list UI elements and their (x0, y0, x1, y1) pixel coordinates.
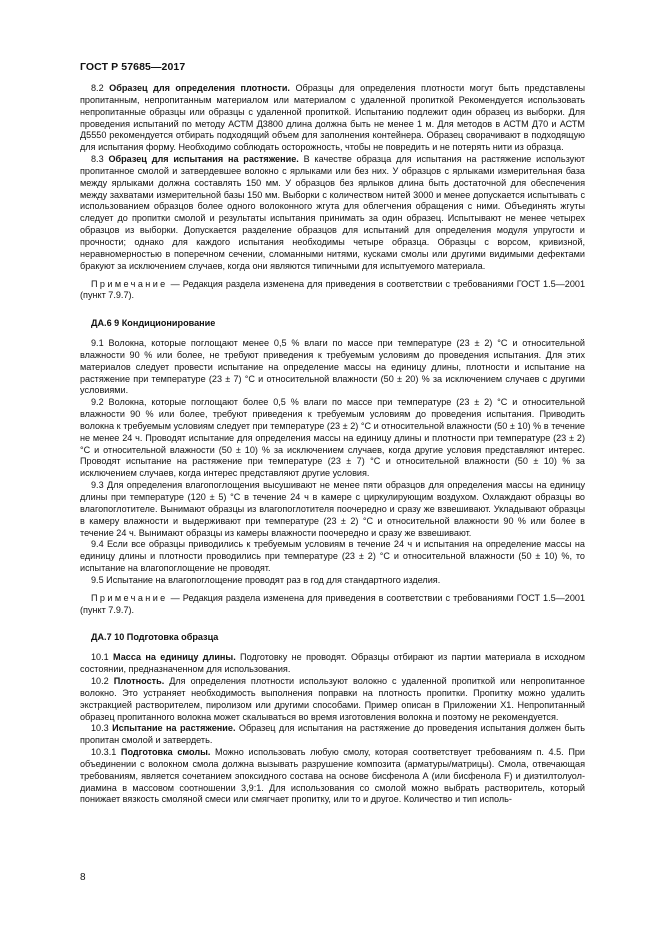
paragraph-8-2 (80, 83, 585, 154)
clause-number: 10.2 (91, 675, 114, 686)
note-1 (80, 279, 585, 303)
paragraph-10-2 (80, 676, 585, 723)
clause-title: Образец для испытания на растяжение. (108, 154, 299, 165)
clause-title: Масса на единицу длины. (113, 652, 236, 663)
clause-text: В качестве образца для испытания на растяжение используют пропитанное смолой и затвердевшее волокно с ярлыками или без них. У образцов с ярлыками измерительная база между ярлыками должна составлять 150 мм. У образцов без ярлыков длина быть достаточной для обеспечения между захватами измерительной базы 150 мм. Выборки с количеством нитей 3000 и менее допускается испытывать с использованием образцов более одного волоконного жгута для облегчения обращения с ними. Объединять жгуты следует до пропитки смолой и результаты испытания принимать за один образец. Испытывают не менее четырех образцов из выборки. Допускается разделение образцов для испытаний для определения модуля упругости и прочности; однако для каждого испытания необходимы четыре образца. Образцы с ворсом, кривизной, неравномерностью в поперечном сечении, сломанными нитями, кусками смолы или другими видимыми дефектами бракуют за исключением случаев, когда они являются типичными для испытуемого материала. (80, 154, 585, 271)
section-da6-title: ДА.6 9 Кондиционирование (91, 318, 216, 329)
paragraph-10-1 (80, 652, 585, 676)
clause-text: Образец для испытания на растяжение до проведения испытания должен быть пропитан смолой и затвердеть. (80, 723, 585, 746)
note-label: Примечание (91, 592, 168, 603)
page-number: 8 (80, 872, 86, 883)
note-2 (80, 593, 585, 617)
paragraph-10-3-1 (80, 747, 585, 806)
section-da7-title: ДА.7 10 Подготовка образца (91, 632, 219, 643)
clause-text: Для определения плотности используют волокно с удаленной пропиткой или непропитанное волокно. Это устраняет необходимость выполнения поправки на плотность пропитки. Пропитку можно удалить экстракцией растворителем, пиролизом или другими способами. Пример описан в Приложении Х1. Непропитанный образец пропитанного волокна может скалываться во время изготовления волокна и поэтому не рекомендуется. (80, 675, 585, 722)
paragraph-9-3: 9.3 Для определения влагопоглощения высушивают не менее пяти образцов для определения массы на единицу длины при температуре (120 ± 5) °С в течение 24 ч в камере с циркулирующим воздухом. Охлаждают образцы во влагопоглотителе. Вынимают образцы из влагопоглотителя поочередно и сразу же взвешивают. Укладывают образцы в камеру влажности и выдерживают при температуре (23 ± 2) °С и относительной влажности 90 % или более в течение 24 ч. Вынимают образцы из камеры влажности поочередно и сразу же взвешивают. (80, 480, 585, 538)
clause-title: Образец для определения плотности. (109, 83, 290, 93)
clause-text: Подготовку не проводят. Образцы отбирают из партии материала в исходном состоянии, предназначенном для использования. (80, 652, 585, 675)
clause-title: Плотность. (113, 675, 165, 686)
clause-title: Испытание на растяжение. (112, 723, 236, 734)
paragraph-9-1: 9.1 Волокна, которые поглощают менее 0,5 % влаги по массе при температуре (23 ± 2) °С и относительной влажности 90 % или более, не требуют приведения к требуемым условиям до проведения испытания. Для этих материалов следует провести испытание на определение массы на единицу длины, плотности и испытание на растяжение при температуре (23 ± 7) °С и относительной влажности (50 ± 20) % за исключением случаев с другими условиями. (80, 338, 585, 396)
page-content (80, 83, 585, 806)
clause-text: Можно использовать любую смолу, которая соответствует требованиям п. 4.5. При объединении с волокном смола должна вызывать разрушение композита (арматуры/матрицы). Смола, отвечающая требованиям, является сочетанием эпоксидного состава на основе бисфенола А (или бисфенола F) и диэтилтолуол-диамина в массовом соотношении 3,9:1. Для использования со смолой можно выбрать растворитель, который понижает вязкость смоляной смеси или смягчает пропитку, или то и другое. Количество и тип исполь- (80, 747, 585, 805)
paragraph-8-3 (80, 154, 585, 272)
page-header: ГОСТ Р 57685—2017 (80, 61, 186, 73)
clause-number: 10.3.1 (91, 747, 121, 758)
paragraph-9-4: 9.4 Если все образцы приводились к требуемым условиям в течение 24 ч и испытания на определение массы на единицу длины и плотности проводились при температуре (23 ± 2) °С и относительной влажности (50 ± 10) %, то испытание на влагопоглощение не проводят. (80, 539, 585, 574)
clause-text: Образцы для определения плотности могут быть представлены пропитанным, непропитанным материалом или материалом с удаленной пропиткой Рекомендуется использовать непропитанные образцы или образцы с удаленной пропиткой. Испытанию подлежит один образец из выборки. Для проведения испытаний по методу АСТМ Д3800 длина должна быть не менее 1 м. Для методов в АСТМ Д70 и АСТМ Д5550 рекомендуется отбирать подходящий объем для заполнения контейнера. Образец сворачивают в подходящую для испытания форму. Необходимо соблюдать осторожность, чтобы не повредить и не потерять нити из образца. (80, 83, 585, 153)
note-text: — Редакция раздела изменена для приведения в соответствии с требованиями ГОСТ 1.5—2001 (пункт 7.9.7). (80, 592, 585, 615)
paragraph-10-3 (80, 723, 585, 747)
clause-number: 8.2 (91, 83, 110, 93)
clause-number: 8.3 (91, 154, 109, 165)
paragraph-9-5: 9.5 Испытание на влагопоглощение проводят раз в год для стандартного изделия. (91, 574, 441, 585)
clause-number: 10.1 (91, 652, 114, 663)
clause-number: 10.3 (91, 723, 113, 734)
note-label: Примечание (91, 278, 168, 289)
paragraph-9-2: 9.2 Волокна, которые поглощают более 0,5 % влаги по массе при температуре (23 ± 2) °С и относительной влажности 90 % или более, требуют приведения к требуемым условиям до проведения испытания. Приводить волокна к требуемым условиям следует при температуре (23 ± 2) °С и относительной влажности (50 ± 10) % в течение не менее 24 ч. Проводят испытание для определения массы на единицу длины и плотности при температуре (23 ± 2) °С и относительной влажности (50 ± 10) % за исключением случаев, когда другие условия представляют интерес. Проводят испытание на растяжение при температуре (23 ± 7) °С и относительной влажности (50 ± 10) % за исключением случаев, когда интерес представляют другие условия. (80, 397, 585, 479)
clause-title: Подготовка смолы. (120, 747, 211, 758)
note-text: — Редакция раздела изменена для приведения в соответствии с требованиями ГОСТ 1.5—2001 (пункт 7.9.7). (80, 278, 585, 301)
